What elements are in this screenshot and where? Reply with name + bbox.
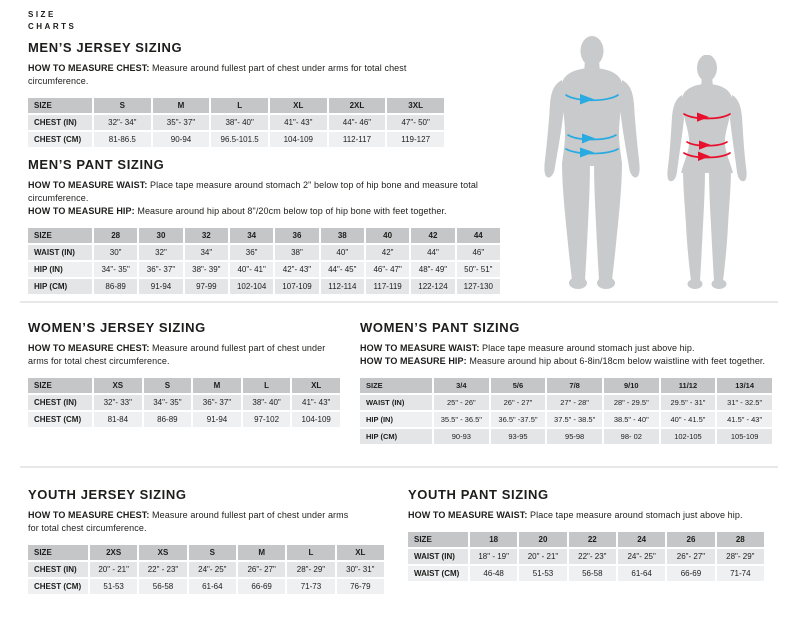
size-cell: 31" - 32.5" bbox=[717, 395, 772, 410]
row-label: CHEST (IN) bbox=[28, 395, 92, 410]
how-to-label: HOW TO MEASURE HIP: bbox=[28, 206, 135, 217]
row-label: CHEST (CM) bbox=[28, 132, 92, 147]
table-header-row bbox=[28, 378, 340, 393]
column-header: 20 bbox=[519, 532, 566, 547]
size-cell: 24"- 25" bbox=[618, 549, 665, 564]
size-cell: 20" - 21" bbox=[519, 549, 566, 564]
size-cell: 34"- 35" bbox=[144, 395, 192, 410]
table-row bbox=[28, 395, 340, 410]
size-cell: 44"- 46" bbox=[329, 115, 386, 130]
size-cell: 50"- 51" bbox=[457, 262, 500, 277]
table-row bbox=[28, 262, 500, 277]
size-cell: 37.5" - 38.5" bbox=[547, 412, 602, 427]
row-label: WAIST (CM) bbox=[408, 566, 468, 581]
size-cell: 61-64 bbox=[618, 566, 665, 581]
size-cell: 44" bbox=[411, 245, 454, 260]
brand-line-2: CHARTS bbox=[28, 22, 77, 31]
size-cell: 42" bbox=[366, 245, 409, 260]
size-cell: 36.5" -37.5" bbox=[491, 412, 546, 427]
size-cell: 81-86.5 bbox=[94, 132, 151, 147]
row-label: CHEST (IN) bbox=[28, 115, 92, 130]
row-label: CHEST (IN) bbox=[28, 562, 88, 577]
size-cell: 44"- 45" bbox=[321, 262, 364, 277]
size-cell: 38"- 40" bbox=[211, 115, 268, 130]
table-row bbox=[28, 579, 384, 594]
size-cell: 86-89 bbox=[94, 279, 137, 294]
how-to-label: HOW TO MEASURE WAIST: bbox=[360, 343, 480, 353]
column-header: L bbox=[287, 545, 334, 560]
column-header: 18 bbox=[470, 532, 517, 547]
table-row bbox=[28, 245, 500, 260]
womens-jersey-size-table bbox=[26, 376, 342, 429]
size-cell: 26"- 27" bbox=[238, 562, 285, 577]
how-to-measure-chest bbox=[28, 62, 448, 88]
section-divider bbox=[20, 466, 778, 468]
size-cell: 32"- 33" bbox=[94, 395, 142, 410]
size-cell: 97-99 bbox=[185, 279, 228, 294]
youth-jersey-size-table bbox=[26, 543, 386, 596]
size-cell: 35.5" - 36.5" bbox=[434, 412, 489, 427]
size-cell: 107-109 bbox=[275, 279, 318, 294]
size-cell: 95-98 bbox=[547, 429, 602, 444]
column-header: 36 bbox=[275, 228, 318, 243]
table-row bbox=[360, 395, 772, 410]
column-header: 32 bbox=[185, 228, 228, 243]
column-header: 2XL bbox=[329, 98, 386, 113]
size-cell: 56-58 bbox=[569, 566, 616, 581]
size-cell: 38"- 40" bbox=[243, 395, 291, 410]
column-header: SIZE bbox=[28, 228, 92, 243]
column-header: 3XL bbox=[387, 98, 444, 113]
size-cell: 41"- 43" bbox=[270, 115, 327, 130]
table-header-row bbox=[408, 532, 764, 547]
column-header: 11/12 bbox=[661, 378, 716, 393]
how-to-measure-waist bbox=[28, 179, 504, 218]
size-cell: 91-94 bbox=[139, 279, 182, 294]
size-cell: 71-73 bbox=[287, 579, 334, 594]
size-cell: 29.5" - 31" bbox=[661, 395, 716, 410]
size-cell: 36"- 37" bbox=[193, 395, 241, 410]
column-header: 13/14 bbox=[717, 378, 772, 393]
column-header: 28 bbox=[717, 532, 764, 547]
table-header-row bbox=[360, 378, 772, 393]
size-cell: 18" - 19" bbox=[470, 549, 517, 564]
size-cell: 66-69 bbox=[238, 579, 285, 594]
size-cell: 86-89 bbox=[144, 412, 192, 427]
column-header: XL bbox=[337, 545, 384, 560]
size-cell: 20" - 21" bbox=[90, 562, 137, 577]
size-cell: 42"- 43" bbox=[275, 262, 318, 277]
column-header: L bbox=[211, 98, 268, 113]
section-mens-pant bbox=[28, 157, 504, 296]
size-cell: 96.5-101.5 bbox=[211, 132, 268, 147]
size-cell: 36"- 37" bbox=[139, 262, 182, 277]
size-cell: 93-95 bbox=[491, 429, 546, 444]
size-cell: 66-69 bbox=[667, 566, 714, 581]
row-label: HIP (CM) bbox=[28, 279, 92, 294]
table-row bbox=[360, 412, 772, 427]
size-cell: 38.5" - 40" bbox=[604, 412, 659, 427]
size-cell: 104-109 bbox=[270, 132, 327, 147]
size-cell: 41.5" - 43" bbox=[717, 412, 772, 427]
row-label: CHEST (CM) bbox=[28, 412, 92, 427]
how-to-text: Measure around fullest part of chest under arms for total chest circumference. bbox=[28, 63, 407, 87]
section-youth-jersey bbox=[28, 487, 388, 596]
size-cell: 22"- 23" bbox=[569, 549, 616, 564]
how-to-text: Place tape measure around stomach just above hip. bbox=[479, 343, 695, 353]
size-cell: 32" bbox=[139, 245, 182, 260]
how-to-measure-waist bbox=[360, 342, 776, 368]
section-womens-pant bbox=[360, 320, 776, 446]
column-header: 24 bbox=[618, 532, 665, 547]
column-header: XL bbox=[270, 98, 327, 113]
size-cell: 40" bbox=[321, 245, 364, 260]
size-cell: 47"- 50" bbox=[387, 115, 444, 130]
size-cell: 34" bbox=[185, 245, 228, 260]
size-cell: 105-109 bbox=[717, 429, 772, 444]
section-title: MEN’S JERSEY SIZING bbox=[28, 40, 183, 55]
size-cell: 35"- 37" bbox=[153, 115, 210, 130]
size-cell: 46"- 47" bbox=[366, 262, 409, 277]
column-header: 2XS bbox=[90, 545, 137, 560]
table-row bbox=[408, 549, 764, 564]
size-cell: 90-93 bbox=[434, 429, 489, 444]
section-youth-pant bbox=[408, 487, 768, 583]
female-body-silhouette bbox=[660, 55, 754, 290]
measurement-figures bbox=[536, 36, 772, 296]
column-header: XS bbox=[94, 378, 142, 393]
size-cell: 41"- 43" bbox=[292, 395, 340, 410]
column-header: 3/4 bbox=[434, 378, 489, 393]
male-body-shape bbox=[544, 36, 639, 289]
column-header: SIZE bbox=[408, 532, 468, 547]
size-cell: 34"- 35" bbox=[94, 262, 137, 277]
row-label: WAIST (IN) bbox=[360, 395, 432, 410]
size-cell: 25" - 26" bbox=[434, 395, 489, 410]
column-header: 40 bbox=[366, 228, 409, 243]
row-label: HIP (CM) bbox=[360, 429, 432, 444]
section-title: WOMEN’S JERSEY SIZING bbox=[28, 320, 206, 335]
column-header: M bbox=[193, 378, 241, 393]
row-label: HIP (IN) bbox=[360, 412, 432, 427]
size-cell: 104-109 bbox=[292, 412, 340, 427]
column-header: 44 bbox=[457, 228, 500, 243]
size-cell: 28" - 29.5" bbox=[604, 395, 659, 410]
column-header: SIZE bbox=[28, 545, 88, 560]
male-body-silhouette bbox=[536, 36, 648, 290]
how-to-text: Measure around fullest part of chest under arms for total chest circumference. bbox=[28, 343, 326, 367]
column-header: SIZE bbox=[360, 378, 432, 393]
how-to-measure-chest bbox=[28, 342, 344, 368]
size-cell: 122-124 bbox=[411, 279, 454, 294]
size-cell: 61-64 bbox=[189, 579, 236, 594]
row-label: CHEST (CM) bbox=[28, 579, 88, 594]
size-cell: 91-94 bbox=[193, 412, 241, 427]
how-to-text: Place tape measure around stomach 2" below top of hip bone and measure total circumference. bbox=[28, 180, 479, 204]
size-cell: 22" - 23" bbox=[139, 562, 186, 577]
section-title: YOUTH JERSEY SIZING bbox=[28, 487, 187, 502]
size-cell: 27" - 28" bbox=[547, 395, 602, 410]
table-row bbox=[408, 566, 764, 581]
section-title: MEN’S PANT SIZING bbox=[28, 157, 165, 172]
size-cell: 102-104 bbox=[230, 279, 273, 294]
female-body-shape bbox=[667, 55, 746, 289]
how-to-text: Measure around hip about 8"/20cm below top of hip bone with feet together. bbox=[134, 206, 447, 217]
row-label: HIP (IN) bbox=[28, 262, 92, 277]
size-cell: 26"- 27" bbox=[667, 549, 714, 564]
youth-pant-size-table bbox=[406, 530, 766, 583]
section-title: YOUTH PANT SIZING bbox=[408, 487, 549, 502]
table-row bbox=[28, 412, 340, 427]
size-cell: 71-74 bbox=[717, 566, 764, 581]
size-cell: 46-48 bbox=[470, 566, 517, 581]
size-cell: 119-127 bbox=[387, 132, 444, 147]
column-header: M bbox=[153, 98, 210, 113]
table-row bbox=[28, 132, 444, 147]
section-mens-jersey bbox=[28, 40, 448, 149]
size-cell: 76-79 bbox=[337, 579, 384, 594]
column-header: 5/6 bbox=[491, 378, 546, 393]
size-cell: 112-117 bbox=[329, 132, 386, 147]
table-row bbox=[28, 279, 500, 294]
column-header: S bbox=[94, 98, 151, 113]
mens-jersey-size-table bbox=[26, 96, 446, 149]
column-header: 22 bbox=[569, 532, 616, 547]
size-cell: 36" bbox=[230, 245, 273, 260]
column-header: 28 bbox=[94, 228, 137, 243]
size-cell: 46" bbox=[457, 245, 500, 260]
how-to-label: HOW TO MEASURE CHEST: bbox=[28, 343, 150, 353]
size-cell: 51-53 bbox=[90, 579, 137, 594]
mens-pant-size-table bbox=[26, 226, 502, 296]
size-cell: 40" - 41.5" bbox=[661, 412, 716, 427]
size-cell: 102-105 bbox=[661, 429, 716, 444]
size-cell: 51-53 bbox=[519, 566, 566, 581]
column-header: XS bbox=[139, 545, 186, 560]
how-to-measure-waist bbox=[408, 509, 768, 522]
column-header: 26 bbox=[667, 532, 714, 547]
size-cell: 127-130 bbox=[457, 279, 500, 294]
size-cell: 32"- 34" bbox=[94, 115, 151, 130]
size-cell: 97-102 bbox=[243, 412, 291, 427]
column-header: 30 bbox=[139, 228, 182, 243]
how-to-label: HOW TO MEASURE WAIST: bbox=[408, 510, 528, 520]
column-header: M bbox=[238, 545, 285, 560]
column-header: L bbox=[243, 378, 291, 393]
size-cell: 28"- 29" bbox=[717, 549, 764, 564]
how-to-label: HOW TO MEASURE CHEST: bbox=[28, 510, 150, 520]
column-header: SIZE bbox=[28, 98, 92, 113]
table-header-row bbox=[28, 98, 444, 113]
column-header: 42 bbox=[411, 228, 454, 243]
section-womens-jersey bbox=[28, 320, 344, 429]
how-to-text: Measure around fullest part of chest under arms for total chest circumference. bbox=[28, 510, 349, 534]
table-header-row bbox=[28, 228, 500, 243]
row-label: WAIST (IN) bbox=[408, 549, 468, 564]
column-header: SIZE bbox=[28, 378, 92, 393]
size-cell: 90-94 bbox=[153, 132, 210, 147]
womens-pant-size-table bbox=[358, 376, 774, 446]
table-row bbox=[360, 429, 772, 444]
size-cell: 38" bbox=[275, 245, 318, 260]
column-header: 9/10 bbox=[604, 378, 659, 393]
how-to-measure-chest bbox=[28, 509, 358, 535]
section-title: WOMEN’S PANT SIZING bbox=[360, 320, 520, 335]
size-cell: 30"- 31" bbox=[337, 562, 384, 577]
size-cell: 30" bbox=[94, 245, 137, 260]
row-label: WAIST (IN) bbox=[28, 245, 92, 260]
column-header: 34 bbox=[230, 228, 273, 243]
size-cell: 26" - 27" bbox=[491, 395, 546, 410]
size-cell: 112-114 bbox=[321, 279, 364, 294]
size-cell: 117-119 bbox=[366, 279, 409, 294]
table-row bbox=[28, 562, 384, 577]
size-cell: 40"- 41" bbox=[230, 262, 273, 277]
size-cell: 28"- 29" bbox=[287, 562, 334, 577]
how-to-label: HOW TO MEASURE WAIST: bbox=[28, 180, 148, 190]
table-header-row bbox=[28, 545, 384, 560]
size-cell: 98- 02 bbox=[604, 429, 659, 444]
how-to-text: Measure around hip about 6-8in/18cm below waistline with feet together. bbox=[466, 356, 766, 367]
section-divider bbox=[20, 301, 778, 303]
size-cell: 56-58 bbox=[139, 579, 186, 594]
size-cell: 38"- 39" bbox=[185, 262, 228, 277]
column-header: 7/8 bbox=[547, 378, 602, 393]
size-cell: 48"- 49" bbox=[411, 262, 454, 277]
brand-line-1: SIZE bbox=[28, 10, 56, 19]
column-header: S bbox=[144, 378, 192, 393]
how-to-label: HOW TO MEASURE HIP: bbox=[360, 356, 467, 367]
column-header: XL bbox=[292, 378, 340, 393]
how-to-text: Place tape measure around stomach just above hip. bbox=[527, 510, 743, 520]
table-row bbox=[28, 115, 444, 130]
column-header: S bbox=[189, 545, 236, 560]
size-cell: 24"- 25" bbox=[189, 562, 236, 577]
how-to-label: HOW TO MEASURE CHEST: bbox=[28, 63, 150, 73]
size-cell: 81-84 bbox=[94, 412, 142, 427]
brand-logo bbox=[28, 9, 76, 33]
column-header: 38 bbox=[321, 228, 364, 243]
